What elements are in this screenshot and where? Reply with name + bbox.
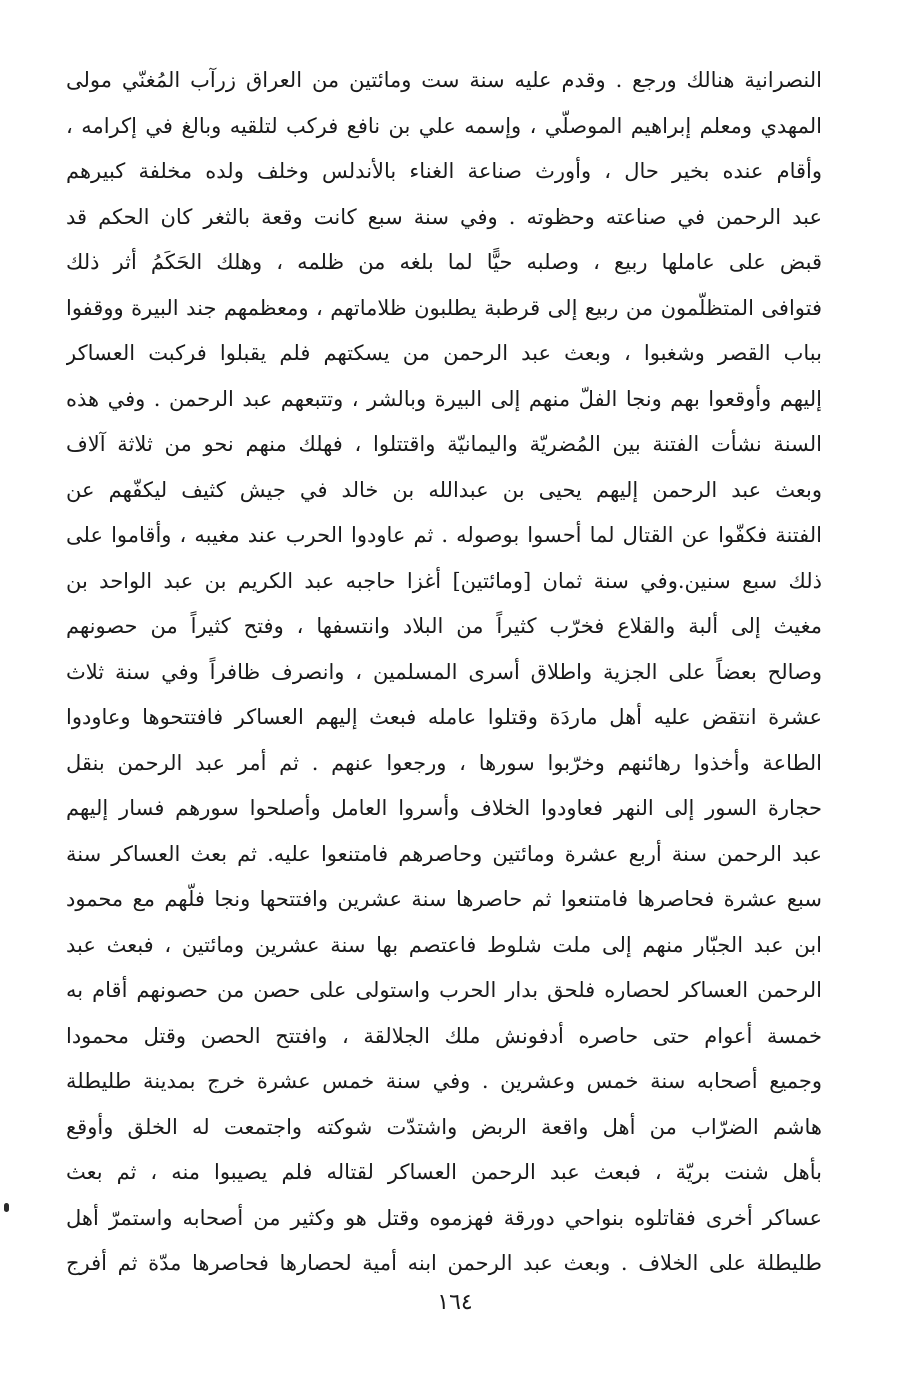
text-line: خمسة أعوام حتى حاصره أدفونش ملك الجلالقة ، وافتتح الحصن وقتل محمودا [66,1023,822,1048]
text-line: عشرة انتقض عليه أهل ماردَة وقتلوا عامله فبعث إليهم العساكر فافتتحوها وعاودوا [66,705,822,729]
text-line: ابن عبد الجبّار منهم إلى ملت شلوط فاعتصم بها سنة عشرين ومائتين ، فبعث عبد [66,932,822,957]
text-line: فتوافى المتظلّمون من ربيع إلى قرطبة يطلبون ظلاماتهم ، ومعظمهم جند البيرة ووقفوا [66,295,822,320]
text-line: مغيث إلى ألبة والقلاع فخرّب كثيراً من البلاد وانتسفها ، وفتح كثيراً من حصونهم [66,614,822,638]
text-line: ذلك سبع سنين.وفي سنة ثمان [ومائتين] أغزا حاجبه عبد الكريم بن عبد الواحد بن [66,568,822,593]
text-line: وجميع أصحابه سنة خمس وعشرين . وفي سنة خمس عشرة خرج بمدينة طليطلة [66,1069,822,1093]
body-text [66,58,822,1287]
text-line: سبع عشرة فحاصرها فامتنعوا ثم حاصرها سنة عشرين وافتتحها ونجا فلّهم مع محمود [66,887,822,911]
text-line: النصرانية هنالك ورجع . وقدم عليه سنة ست ومائتين من العراق زرآب المُغنّي مولى [66,68,822,92]
text-line: الرحمن العساكر لحصاره فلحق بدار الحرب واستولى على حصن من حصونهم أقام به [66,978,822,1002]
scan-speck [4,1203,9,1212]
text-line: عبد الرحمن سنة أربع عشرة ومائتين وحاصرهم فامتنعوا عليه. ثم بعث العساكر سنة [66,841,822,866]
text-line: بباب القصر وشغبوا ، وبعث عبد الرحمن من يسكتهم فلم يقبلوا فركبت العساكر [66,341,822,365]
page-number: ١٦٤ [437,1290,473,1315]
text-line: حجارة السور إلى النهر فعاودوا الخلاف وأسروا العامل وأصلحوا سورهم فسار إليهم [66,796,822,820]
text-line: السنة نشأت الفتنة بين المُضريّة واليمانيّة واقتتلوا ، فهلك منهم نحو من ثلاثة آلاف [66,432,822,456]
text-line: قبض على عاملها ربيع ، وصلبه حيًّا لما بلغه من ظلمه ، وهلك الحَكَمُ أثر ذلك [66,250,822,274]
text-line: عبد الرحمن في صناعته وحظوته . وفي سنة سبع كانت وقعة بالثغر كان الحكم قد [66,204,822,229]
text-line: طليطلة على الخلاف . وبعث عبد الرحمن ابنه أمية لحصارها فحاصرها مدّة ثم أفرج [66,1251,822,1275]
text-line: وصالح بعضاً على الجزية واطلاق أسرى المسلمين ، وانصرف ظافراً وفي سنة ثلاث [66,659,822,684]
text-line: وأقام عنده بخير حال ، وأورث صناعة الغناء بالأندلس وخلف ولده مخلفة كبيرهم [66,159,822,183]
text-line: إليهم وأوقعوا بهم ونجا الفلّ منهم إلى البيرة وبالشر ، وتتبعهم عبد الرحمن . وفي هذه [66,386,822,411]
text-line: المهدي ومعلم إبراهيم الموصلّي ، وإسمه علي بن نافع فركب لتلقيه وبالغ في إكرامه ، [66,113,822,138]
text-line: هاشم الضرّاب من أهل واقعة الربض واشتدّت شوكته واجتمعت له الخلق وأوقع [66,1114,822,1139]
text-line: عساكر أخرى فقاتلوه بنواحي دورقة فهزموه وقتل هو وكثير من أصحابه واستمرّ أهل [66,1205,822,1230]
text-line: بأهل شنت بريّة ، فبعث عبد الرحمن العساكر لقتاله فلم يصيبوا منه ، ثم بعث [66,1160,822,1184]
text-line: وبعث عبد الرحمن إليهم يحيى بن عبدالله بن خالد في جيش كثيف ليكفّهم عن [66,477,822,502]
text-line: الفتنة فكفّوا عن القتال لما أحسوا بوصوله . ثم عاودوا الحرب عند مغيبه ، وأقاموا على [66,523,822,547]
text-line: الطاعة وأخذوا رهائنهم وخرّبوا سورها ، ورجعوا عنهم . ثم أمر عبد الرحمن بنقل [66,750,822,775]
